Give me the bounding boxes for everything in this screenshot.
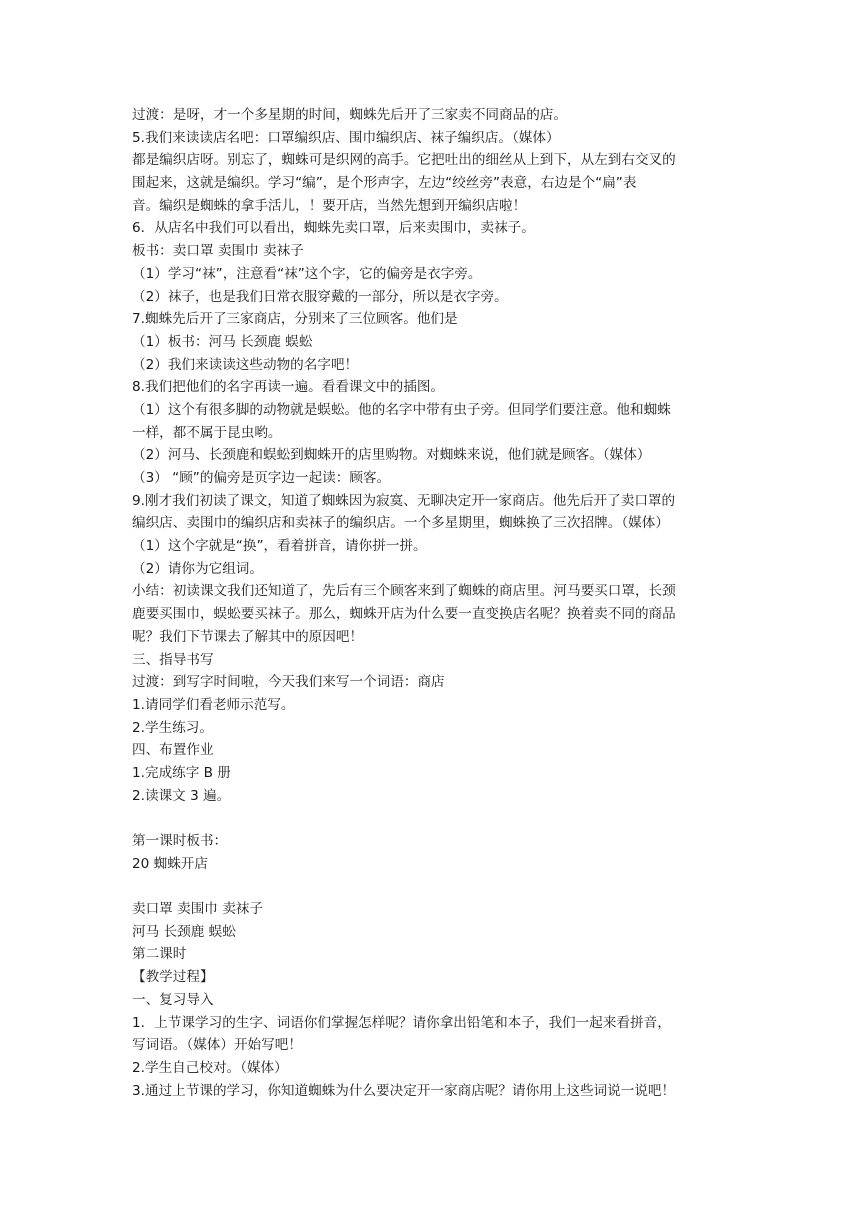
text-line: 小结：初读课文我们还知道了，先后有三个顾客来到了蜘蛛的商店里。河马要买口罩，长颈: [132, 583, 676, 600]
text-line: 四、布置作业: [132, 742, 214, 759]
text-line: 卖口罩 卖围巾 卖袜子: [132, 901, 263, 918]
text-line: 1.完成练字 B 册: [132, 764, 231, 781]
text-line: 一样，都不属于昆虫哟。: [132, 424, 282, 441]
text-line: 20 蜘蛛开店: [132, 855, 208, 872]
text-line: 河马 长颈鹿 蜈蚣: [132, 923, 236, 940]
text-line: （1）这个有很多脚的动物就是蜈蚣。他的名字中带有虫子旁。但同学们要注意。他和蜘蛛: [132, 401, 671, 418]
blank-line: [132, 875, 732, 898]
text-line: 3.通过上节课的学习，你知道蜘蛛为什么要决定开一家商店呢？请你用上这些词说一说吧！: [132, 1082, 676, 1099]
text-line: （2）河马、长颈鹿和蜈蚣到蜘蛛开的店里购物。对蜘蛛来说，他们就是顾客。（媒体）: [132, 447, 651, 464]
blank-line: [132, 807, 732, 830]
text-line: 7.蜘蛛先后开了三家商店，分别来了三位顾客。他们是: [132, 311, 458, 328]
document-page: [132, 104, 732, 1102]
text-line: （2）袜子，也是我们日常衣服穿戴的一部分，所以是衣字旁。: [132, 288, 508, 305]
text-line: 第二课时: [132, 946, 187, 963]
text-line: 5.我们来读读店名吧：口罩编织店、围巾编织店、袜子编织店。（媒体）: [132, 129, 560, 146]
text-line: 写词语。（媒体）开始写吧！: [132, 1037, 302, 1054]
text-line: 板书：卖口罩 卖围巾 卖袜子: [132, 243, 304, 260]
text-line: 鹿要买围巾，蜈蚣要买袜子。那么，蜘蛛开店为什么要一直变换店名呢？换着卖不同的商品: [132, 606, 676, 623]
text-line: 呢？我们下节课去了解其中的原因吧！: [132, 628, 364, 645]
text-line: 1．上节课学习的生字、词语你们掌握怎样呢？请你拿出铅笔和本子，我们一起来看拼音，: [132, 1014, 671, 1031]
text-line: 围起来，这就是编织。学习“编”，是个形声字，左边“绞丝旁”表意，右边是个“扁”表: [132, 175, 637, 192]
text-line: （1）板书：河马 长颈鹿 蜈蚣: [132, 333, 313, 350]
text-line: 1.请同学们看老师示范写。: [132, 696, 295, 713]
text-line: （2）我们来读读这些动物的名字吧！: [132, 356, 359, 373]
text-line: 2.读课文 3 遍。: [132, 787, 231, 804]
text-line: （2）请你为它组词。: [132, 560, 263, 577]
text-line: （3） “顾”的偏旁是页字边一起读：顾客。: [132, 470, 391, 486]
text-line: 都是编织店呀。别忘了，蜘蛛可是织网的高手。它把吐出的细丝从上到下，从左到右交叉的: [132, 152, 676, 169]
text-line: （1）这个字就是“换”，看着拼音，请你拼一拼。: [132, 538, 427, 555]
text-line: 第一课时板书：: [132, 833, 228, 849]
text-line: 三、指导书写: [132, 651, 214, 668]
text-line: 8.我们把他们的名字再读一遍。看看课文中的插图。: [132, 379, 445, 396]
text-line: 编织店、卖围巾的编织店和卖袜子的编织店。一个多星期里，蜘蛛换了三次招牌。（媒体）: [132, 515, 669, 532]
text-line: 【教学过程】: [132, 969, 214, 986]
text-line: 音。编织是蜘蛛的拿手活儿，！要开店，当然先想到开编织店啦！: [132, 197, 527, 214]
text-line: 一、复习导入: [132, 991, 214, 1008]
text-line: 过渡：到写字时间啦，今天我们来写一个词语：商店: [132, 674, 445, 691]
text-line: 过渡：是呀，才一个多星期的时间，蜘蛛先后开了三家卖不同商品的店。: [132, 107, 567, 123]
text-line: 9.刚才我们初读了课文，知道了蜘蛛因为寂寞、无聊决定开一家商店。他先后开了卖口罩的: [132, 492, 676, 509]
text-line: 6．从店名中我们可以看出，蜘蛛先卖口罩，后来卖围巾，卖袜子。: [132, 220, 535, 237]
text-line: 2.学生自己校对。（媒体）: [132, 1059, 288, 1076]
text-line: （1）学习“袜”，注意看“袜”这个字，它的偏旁是衣字旁。: [132, 265, 482, 282]
text-line: 2.学生练习。: [132, 719, 213, 736]
